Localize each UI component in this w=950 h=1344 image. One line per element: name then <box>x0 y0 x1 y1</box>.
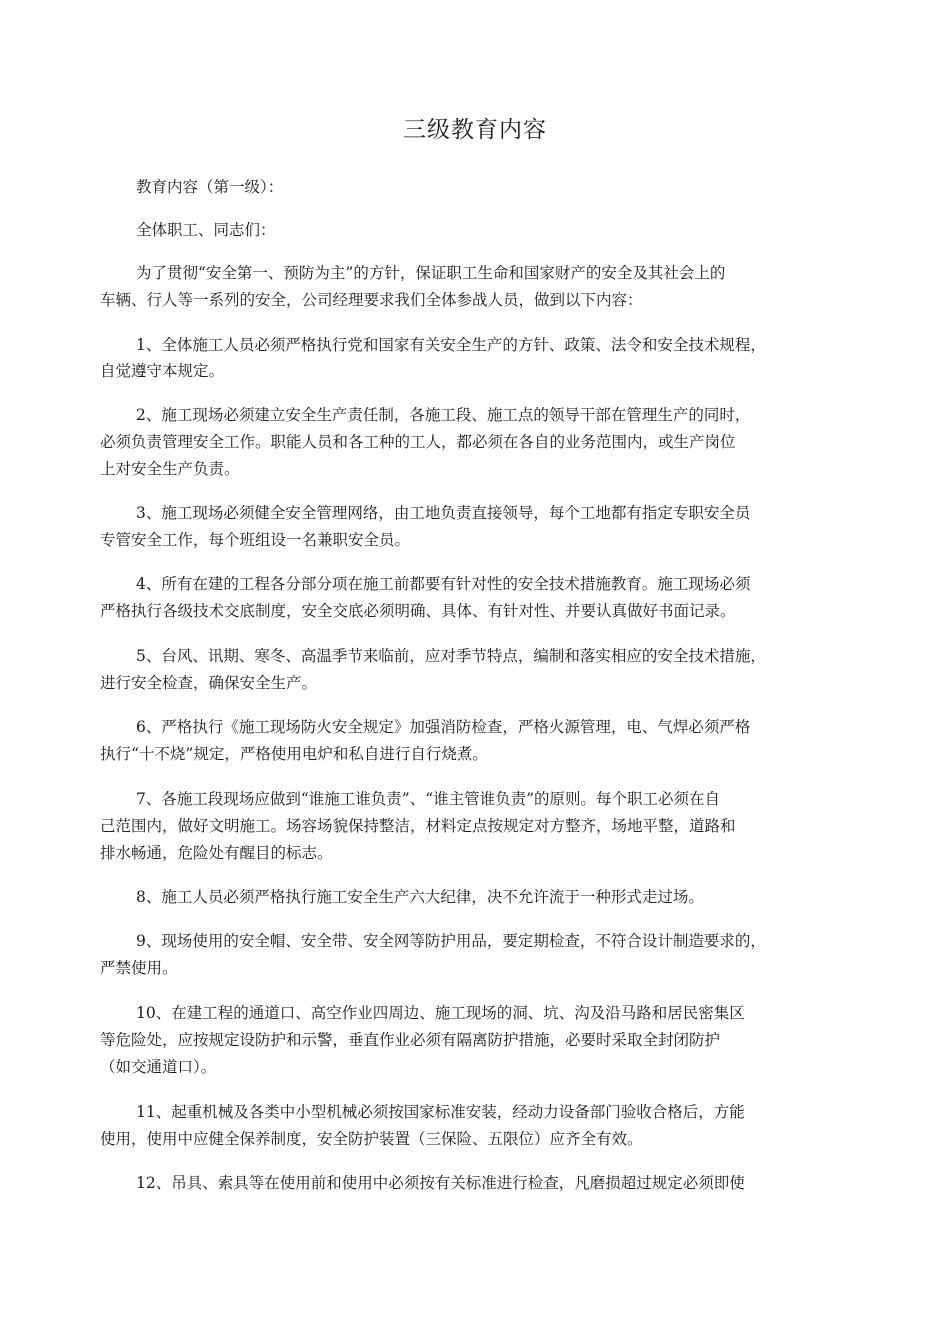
paragraph-line: 10、在建工程的通道口、高空作业四周边、施工现场的洞、坑、沟及沿马路和居民密集区 <box>136 1004 745 1022</box>
paragraph-line: 11、起重机械及各类中小型机械必须按国家标准安装，经动力设备部门验收合格后，方能 <box>136 1103 745 1121</box>
paragraph-line: 严禁使用。 <box>100 959 178 977</box>
section-heading: 教育内容（第一级）： <box>136 178 284 196</box>
paragraph-line: 专管安全工作，每个班组设一名兼职安全员。 <box>100 531 411 549</box>
page-title: 三级教育内容 <box>403 117 547 143</box>
paragraph-line: 自觉遵守本规定。 <box>100 362 225 380</box>
paragraph-line: 1、全体施工人员必须严格执行党和国家有关安全生产的方针、政策、法令和安全技术规程， <box>136 336 766 354</box>
paragraph-line: 2、施工现场必须建立安全生产责任制，各施工段、施工点的领导干部在管理生产的同时， <box>136 406 751 424</box>
paragraph-line: 5、台风、讯期、寒冬、高温季节来临前，应对季节特点，编制和落实相应的安全技术措施， <box>136 647 766 665</box>
paragraph-line: 车辆、行人等一系列的安全，公司经理要求我们全体参战人员，做到以下内容： <box>100 291 643 309</box>
paragraph-line: 必须负责管理安全工作。职能人员和各工种的工人，都必须在各自的业务范围内，或生产岗位 <box>100 433 736 451</box>
paragraph-line: 12、吊具、索具等在使用前和使用中必须按有关标准进行检查，凡磨损超过规定必须即使 <box>136 1174 745 1192</box>
paragraph-line: 使用，使用中应健全保养制度，安全防护装置（三保险、五限位）应齐全有效。 <box>100 1130 643 1148</box>
paragraph-line: （如交通道口）。 <box>100 1058 217 1076</box>
paragraph-line: 7、各施工段现场应做到“谁施工谁负责”、“谁主管谁负责”的原则。每个职工必须在自 <box>136 790 721 808</box>
paragraph-line: 执行“十不烧”规定，严格使用电炉和私自进行自行烧煮。 <box>100 745 488 763</box>
paragraph-line: 9、现场使用的安全帽、安全带、安全网等防护用品，要定期检查，不符合设计制造要求的， <box>136 932 766 950</box>
paragraph-line: 进行安全检查，确保安全生产。 <box>100 674 318 692</box>
paragraph-line: 4、所有在建的工程各分部分项在施工前都要有针对性的安全技术措施教育。施工现场必须 <box>136 575 751 593</box>
paragraph-line: 6、严格执行《施工现场防火安全规定》加强消防检查，严格火源管理，电、气焊必须严格 <box>136 718 751 736</box>
paragraph-line: 严格执行各级技术交底制度，安全交底必须明确、具体、有针对性、并要认真做好书面记录。 <box>100 602 736 620</box>
paragraph-line: 3、施工现场必须健全安全管理网络，由工地负责直接领导，每个工地都有指定专职安全员 <box>136 504 751 522</box>
paragraph-line: 8、施工人员必须严格执行施工安全生产六大纪律，决不允许流于一种形式走过场。 <box>136 888 704 906</box>
paragraph-line: 为了贯彻“安全第一、预防为主”的方针，保证职工生命和国家财产的安全及其社会上的 <box>136 264 726 282</box>
salutation: 全体职工、同志们： <box>136 221 276 239</box>
paragraph-line: 上对安全生产负责。 <box>100 460 240 478</box>
paragraph-line: 己范围内，做好文明施工。场容场貌保持整洁，材料定点按规定对方整齐，场地平整，道路和 <box>100 817 736 835</box>
paragraph-line: 排水畅通，危险处有醒目的标志。 <box>100 844 333 862</box>
paragraph-line: 等危险处，应按规定设防护和示警，垂直作业必须有隔离防护措施，必要时采取全封闭防护 <box>100 1031 721 1049</box>
